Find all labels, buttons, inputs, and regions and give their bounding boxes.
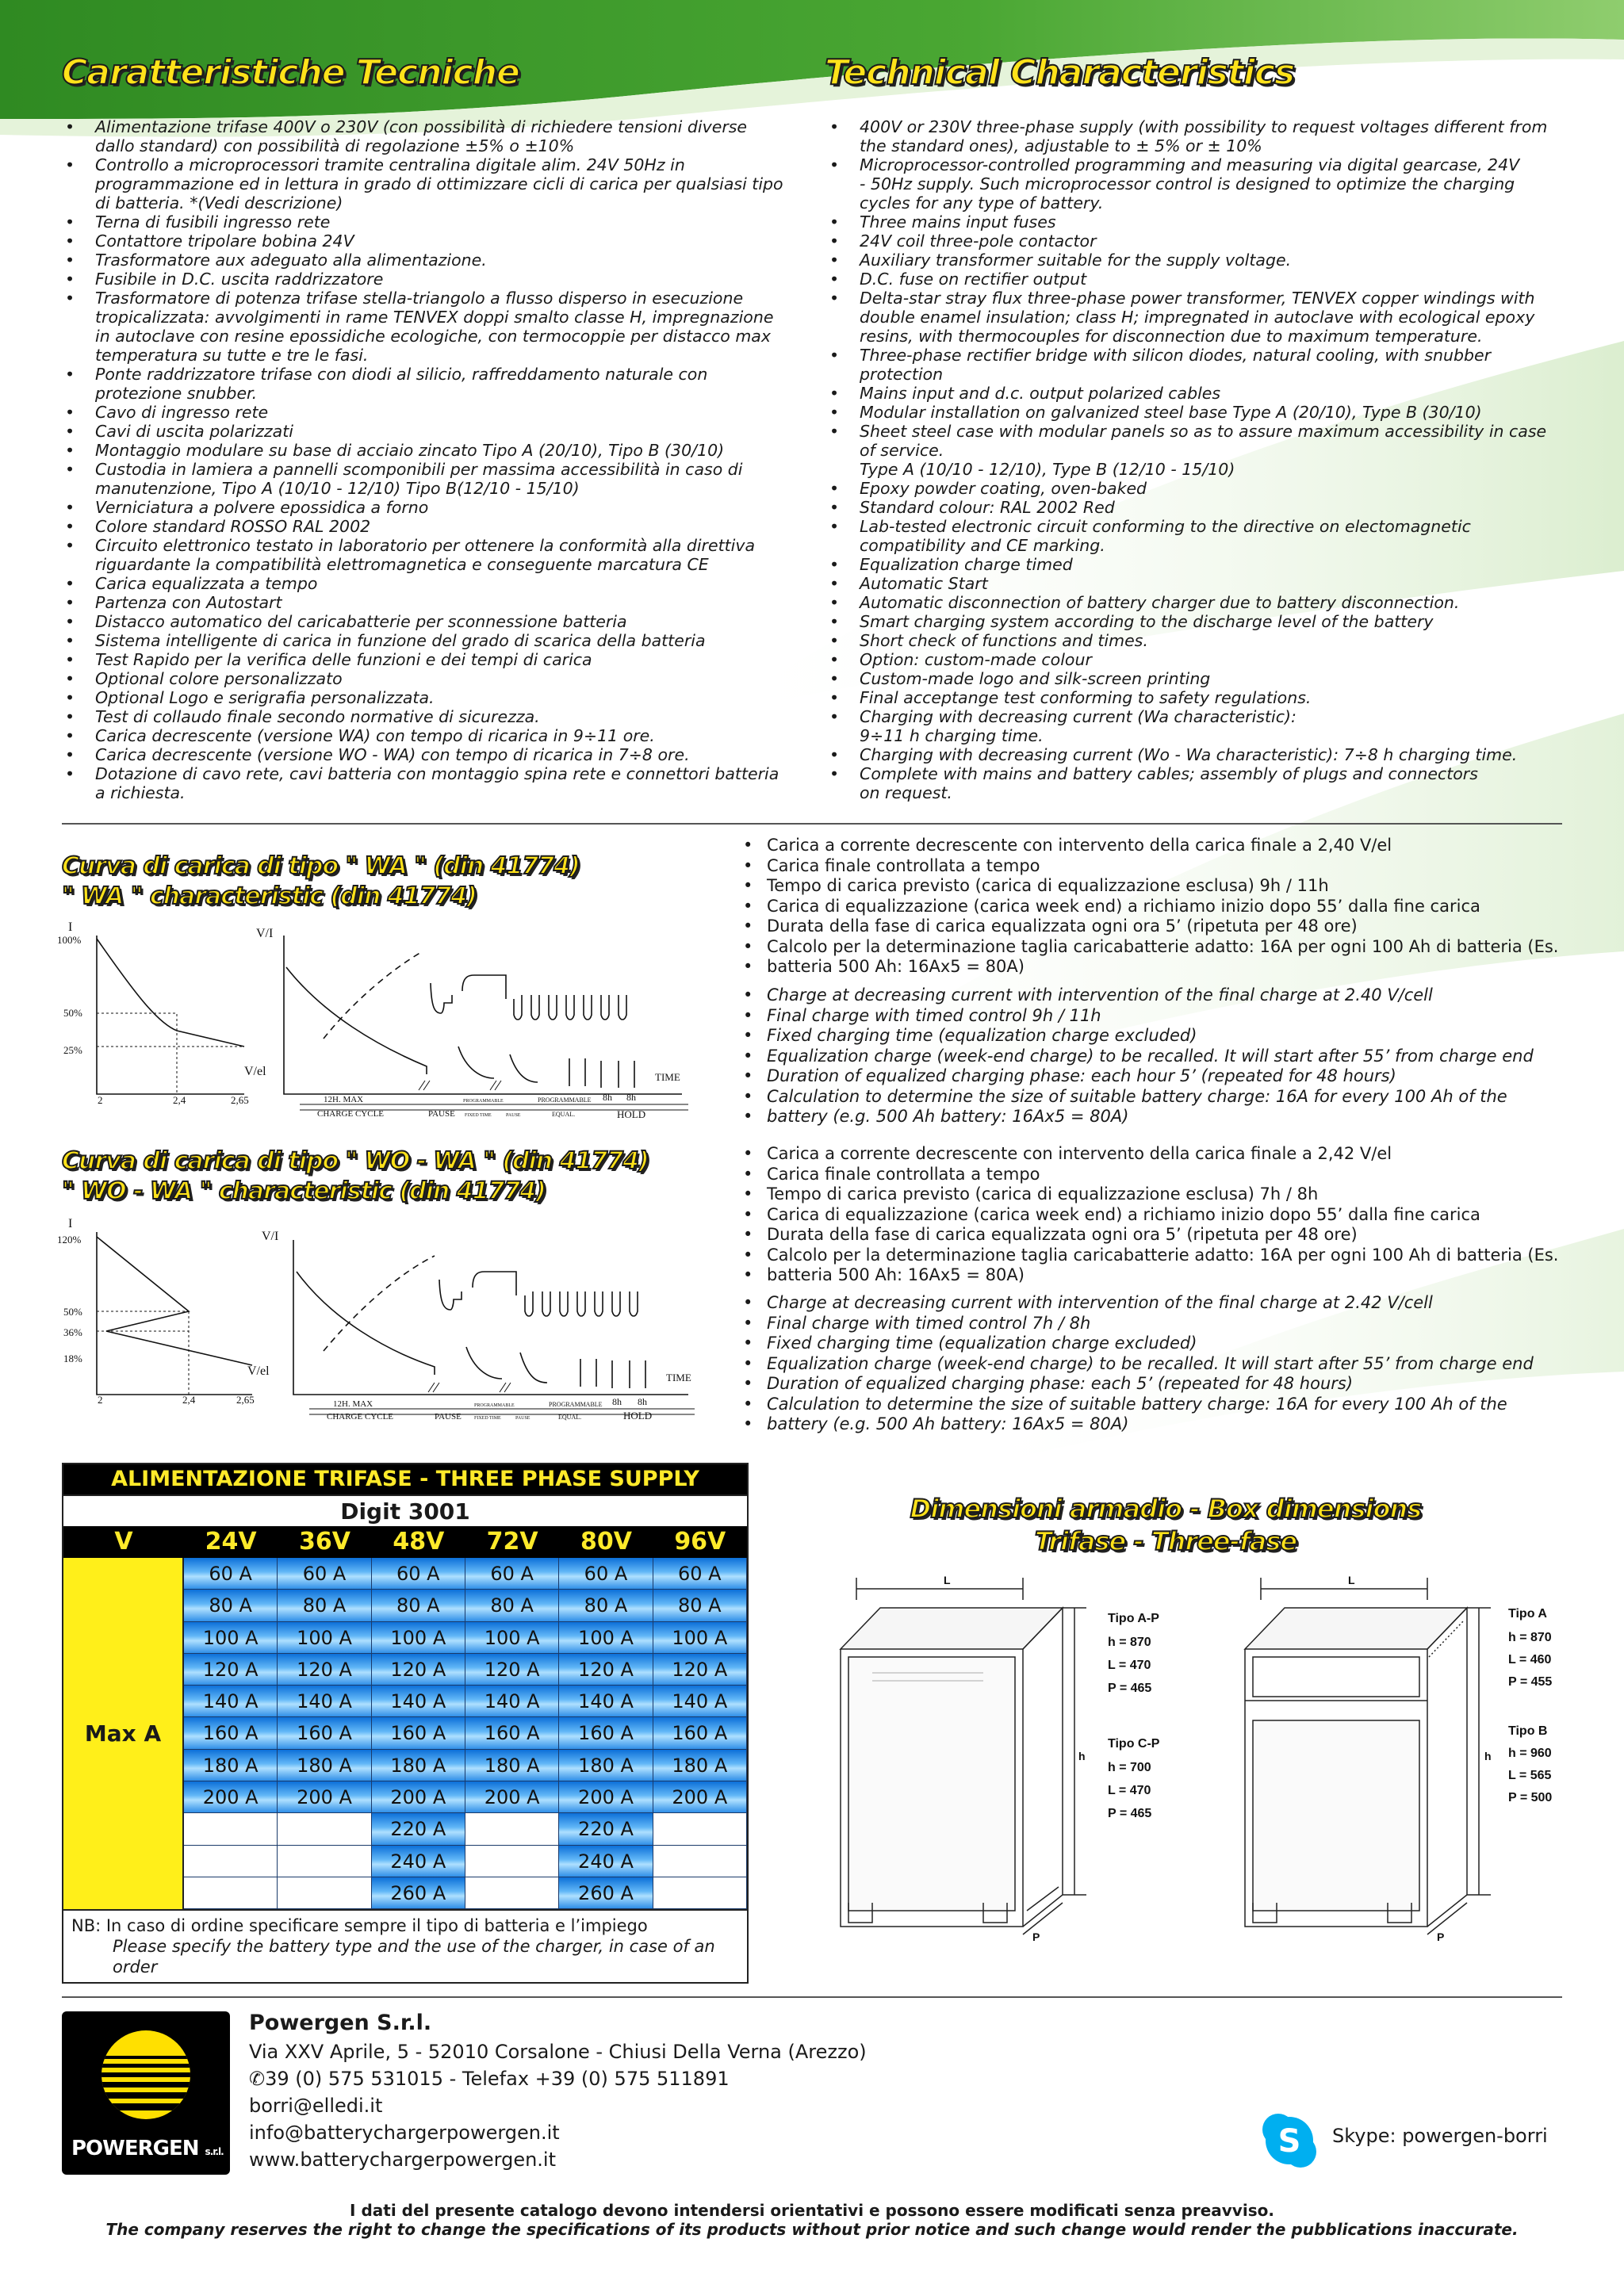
- supply-table: [62, 1463, 749, 1984]
- wowa-vel: V/el: [247, 1364, 270, 1378]
- table-note: [63, 1909, 747, 1982]
- current-cell: [184, 1813, 278, 1845]
- current-cell: 180 A: [278, 1750, 371, 1781]
- wa-x2: 2,4: [173, 1094, 186, 1106]
- list-item: • Custodia in lamiera a pannelli scomponibili per massima accessibilità in caso di: [62, 460, 807, 479]
- wowa-p1: 120%: [57, 1234, 82, 1246]
- wa-list-it: [741, 836, 1562, 978]
- wowa-p3: 36%: [63, 1326, 82, 1338]
- logo-text: POWERGEN: [71, 2137, 199, 2160]
- current-cell: 60 A: [278, 1558, 371, 1590]
- powergen-logo: [62, 2011, 230, 2175]
- current-cell: 100 A: [184, 1622, 278, 1654]
- wowa-i-label: I: [68, 1217, 73, 1230]
- wowa-8h-b: 8h: [638, 1396, 647, 1407]
- table-row: [184, 1846, 747, 1877]
- list-item: • Sistema intelligente di carica in funzione del grado di scarica della batteria: [62, 631, 807, 650]
- list-item: • Circuito elettronico testato in laboratorio per ottenere la conformità alla direttiva: [62, 536, 807, 555]
- wa-title-it: Curva di carica di tipo " WA " (din 41774): [62, 852, 580, 880]
- current-cell: 260 A: [559, 1877, 653, 1909]
- current-cell: 120 A: [184, 1654, 278, 1686]
- current-cell: 80 A: [184, 1590, 278, 1621]
- list-item: dallo standard) con possibilità di regolazione ±5% o ±10%: [95, 136, 575, 155]
- current-cell: [278, 1846, 371, 1877]
- current-cell: 200 A: [653, 1781, 747, 1813]
- current-cell: [653, 1813, 747, 1845]
- list-item: 9÷11 h charging time.: [860, 726, 1044, 745]
- disclaimer-en: The company reserves the right to change the specifications of its products without prior notice and such change would render the pubblications inaccurate.: [105, 2220, 1519, 2239]
- voltage-header: 48V: [393, 1528, 445, 1556]
- voltage-label: V: [114, 1528, 133, 1556]
- list-item: • Partenza con Autostart: [62, 593, 807, 612]
- table-row: [184, 1750, 747, 1781]
- wowa-hold: HOLD: [623, 1410, 653, 1422]
- list-item: • Carica equalizzata a tempo: [62, 574, 807, 593]
- list-item: • Standard colour: RAL 2002 Red: [826, 498, 1572, 517]
- list-item: • Test di collaudo finale secondo normative di sicurezza.: [62, 707, 807, 726]
- current-cell: 80 A: [372, 1590, 465, 1621]
- current-cell: [653, 1877, 747, 1909]
- current-cell: 80 A: [278, 1590, 371, 1621]
- current-cell: 260 A: [372, 1877, 465, 1909]
- wowa-equal: EQUAL.: [558, 1414, 582, 1421]
- list-item: • Three-phase rectifier bridge with silicon diodes, natural cooling, with snubber: [826, 346, 1572, 365]
- table-row: [184, 1813, 747, 1845]
- current-cell: 60 A: [372, 1558, 465, 1590]
- title-en: Technical Characteristics: [825, 52, 1295, 93]
- current-cell: [184, 1846, 278, 1877]
- current-cell: [184, 1877, 278, 1909]
- wa-list-en: [741, 985, 1562, 1127]
- current-cell: 180 A: [559, 1750, 653, 1781]
- list-item: • Epoxy powder coating, oven-baked: [826, 479, 1572, 498]
- current-cell: 100 A: [653, 1622, 747, 1654]
- current-cell: 140 A: [653, 1686, 747, 1717]
- wa-chart: [57, 920, 696, 1130]
- table-header: ALIMENTAZIONE TRIFASE - THREE PHASE SUPPLY: [63, 1464, 747, 1494]
- list-item: Type A (10/10 - 12/10), Type B (12/10 - 15/10): [860, 460, 1235, 479]
- current-cell: 120 A: [653, 1654, 747, 1686]
- company-name: Powergen S.r.l.: [249, 2011, 432, 2035]
- list-item: • Calculation to determine the size of suitable battery charge: 16A for every 100 Ah of the: [741, 1087, 1562, 1108]
- current-cell: 100 A: [465, 1622, 559, 1654]
- wowa-title-it: Curva di carica di tipo " WO - WA " (din 41774): [62, 1147, 649, 1175]
- company-address: Via XXV Aprile, 5 - 52010 Corsalone - Chiusi Della Verna (Arezzo): [249, 2041, 867, 2063]
- current-cell: [465, 1877, 559, 1909]
- list-item: tropicalizzata: avvolgimenti in rame TENVEX doppi smalto classe H, impregnazione: [95, 308, 774, 327]
- list-item: • Lab-tested electronic circuit conforming to the directive on electomagnetic: [826, 517, 1572, 536]
- spec-list-en: [826, 117, 1572, 802]
- current-cell: 220 A: [559, 1813, 653, 1845]
- table-row: [184, 1590, 747, 1621]
- list-item: • Short check of functions and times.: [826, 631, 1572, 650]
- current-cell: 100 A: [559, 1622, 653, 1654]
- list-item: of service.: [860, 441, 944, 460]
- current-cell: 220 A: [372, 1813, 465, 1845]
- box-right-0-name: Tipo A: [1508, 1607, 1547, 1621]
- list-item: • Terna di fusibili ingresso rete: [62, 212, 807, 232]
- dim-l-left: L: [944, 1574, 951, 1586]
- list-item: • Microprocessor-controlled programming and measuring via digital gearcase, 24V: [826, 155, 1572, 174]
- list-item: • Carica di equalizzazione (carica week end) a richiamo inizio dopo 55’ dalla fine carica: [741, 897, 1562, 917]
- current-cell: 80 A: [465, 1590, 559, 1621]
- list-item: • Custom-made logo and silk-screen printing: [826, 669, 1572, 688]
- list-item: • Final acceptange test conforming to safety regulations.: [826, 688, 1572, 707]
- current-cell: 240 A: [559, 1846, 653, 1877]
- table-row: [184, 1622, 747, 1654]
- current-cell: 180 A: [465, 1750, 559, 1781]
- list-item: • battery (e.g. 500 Ah battery: 16Ax5 = 80A): [741, 1107, 1562, 1127]
- wa-i-label: I: [68, 920, 73, 934]
- voltage-header: 72V: [486, 1528, 538, 1556]
- current-cell: 200 A: [184, 1781, 278, 1813]
- current-cell: 200 A: [465, 1781, 559, 1813]
- list-item: • Trasformatore di potenza trifase stella-triangolo a flusso disperso in esecuzione: [62, 289, 807, 308]
- list-item: • Cavi di uscita polarizzati: [62, 422, 807, 441]
- current-cell: 240 A: [372, 1846, 465, 1877]
- current-cell: 60 A: [653, 1558, 747, 1590]
- dim-l-right: L: [1348, 1574, 1355, 1586]
- current-cell: 60 A: [184, 1558, 278, 1590]
- list-item: • Trasformatore aux adeguato alla alimentazione.: [62, 251, 807, 270]
- title-it: Caratteristiche Tecniche: [62, 52, 519, 93]
- wa-vi-label: V/I: [256, 927, 274, 940]
- note-it: NB: In caso di ordine specificare sempre il tipo di batteria e l’impiego: [71, 1916, 648, 1936]
- current-cell: 160 A: [465, 1717, 559, 1749]
- max-a-label: Max A: [63, 1558, 184, 1909]
- box-left-0-p: P = 465: [1108, 1682, 1152, 1695]
- list-item: manutenzione, Tipo A (10/10 - 12/10) Tipo B(12/10 - 15/10): [95, 479, 580, 498]
- box-right-0-l: L = 460: [1508, 1653, 1552, 1667]
- list-item: • Modular installation on galvanized steel base Type A (20/10), Type B (30/10): [826, 403, 1572, 422]
- list-item: • Carica finale controllata a tempo: [741, 1165, 1562, 1185]
- footer-divider: [62, 1996, 1562, 1998]
- box-left-1-name: Tipo C-P: [1108, 1737, 1160, 1751]
- list-item: • Auxiliary transformer suitable for the supply voltage.: [826, 251, 1572, 270]
- wowa-p2: 50%: [63, 1306, 82, 1318]
- wowa-title-en: " WO - WA " characteristic (din 41774): [62, 1177, 546, 1205]
- wowa-pause2: PAUSE: [515, 1416, 530, 1421]
- current-cell: 140 A: [184, 1686, 278, 1717]
- wa-vel: V/el: [244, 1065, 266, 1078]
- note-en: Please specify the battery type and the use of the charger, in case of an order: [113, 1937, 715, 1977]
- list-item: • Alimentazione trifase 400V o 230V (con possibilità di richiedere tensioni diverse: [62, 117, 807, 136]
- voltage-header: 24V: [205, 1528, 257, 1556]
- divider: [62, 823, 1562, 825]
- list-item: • Complete with mains and battery cables; assembly of plugs and connectors: [826, 764, 1572, 783]
- current-cell: [465, 1846, 559, 1877]
- current-cell: [465, 1813, 559, 1845]
- table-row: [184, 1781, 747, 1813]
- list-item: • Test Rapido per la verifica delle funzioni e dei tempi di carica: [62, 650, 807, 669]
- company-phone: 39 (0) 575 531015 - Telefax +39 (0) 575 511891: [265, 2068, 730, 2090]
- list-item: • Carica a corrente decrescente con intervento della carica finale a 2,40 V/el: [741, 836, 1562, 856]
- wowa-p4: 18%: [63, 1353, 82, 1364]
- current-cell: 140 A: [559, 1686, 653, 1717]
- list-item: • Distacco automatico del caricabatterie per sconnessione batteria: [62, 612, 807, 631]
- email-2[interactable]: info@batterychargerpowergen.it: [249, 2122, 560, 2144]
- list-item: the standard ones), adjustable to ± 5% or ± 10%: [860, 136, 1262, 155]
- phone-icon: ✆: [249, 2068, 266, 2090]
- dim-p-right: P: [1437, 1931, 1445, 1943]
- current-cell: 60 A: [465, 1558, 559, 1590]
- list-item: • Tempo di carica previsto (carica di equalizzazione esclusa) 9h / 11h: [741, 876, 1562, 897]
- list-item: • Ponte raddrizzatore trifase con diodi al silicio, raffreddamento naturale con: [62, 365, 807, 384]
- current-cell: 180 A: [184, 1750, 278, 1781]
- list-item: • Automatic Start: [826, 574, 1572, 593]
- box-right-1-p: P = 500: [1508, 1791, 1553, 1804]
- list-item: • battery (e.g. 500 Ah battery: 16Ax5 = 80A): [741, 1414, 1562, 1435]
- wowa-cycle: CHARGE CYCLE: [327, 1412, 394, 1422]
- current-cell: 120 A: [559, 1654, 653, 1686]
- list-item: • Contattore tripolare bobina 24V: [62, 232, 807, 251]
- list-item: double enamel insulation; class H; impregnated in autoclave with ecological epoxy: [860, 308, 1535, 327]
- logo-srl: s.r.l.: [205, 2146, 224, 2157]
- wa-x3: 2,65: [231, 1094, 249, 1106]
- table-model: Digit 3001: [63, 1494, 747, 1526]
- list-item: • Carica a corrente decrescente con intervento della carica finale a 2,42 V/el: [741, 1144, 1562, 1165]
- list-item: protection: [860, 365, 944, 384]
- box-title-1: Dimensioni armadio - Box dimensions: [910, 1494, 1422, 1524]
- list-item: • Option: custom-made colour: [826, 650, 1572, 669]
- list-item: di batteria. *(Vedi descrizione): [95, 193, 343, 212]
- wa-p2: 50%: [63, 1007, 82, 1019]
- list-item: resins, with thermocouples for disconnection due to maximum temperature.: [860, 327, 1483, 346]
- list-item: • Calcolo per la determinazione taglia caricabatterie adatto: 16A per ogni 100 Ah di batteria (Es.: [741, 1246, 1562, 1266]
- table-row: [184, 1654, 747, 1686]
- current-cell: 120 A: [278, 1654, 371, 1686]
- wowa-x1: 2: [98, 1394, 103, 1406]
- box-right-1-l: L = 565: [1508, 1769, 1552, 1782]
- wa-title-en: " WA " characteristic (din 41774): [62, 882, 477, 910]
- list-item: • batteria 500 Ah: 16Ax5 = 80A): [741, 957, 1562, 978]
- wowa-12h: 12H. MAX: [333, 1399, 373, 1409]
- list-item: • Equalization charge (week-end charge) to be recalled. It will start after 55’ from charge end: [741, 1354, 1562, 1375]
- current-cell: [278, 1813, 371, 1845]
- current-cell: 80 A: [559, 1590, 653, 1621]
- table-row: [184, 1686, 747, 1717]
- wa-8h-a: 8h: [603, 1092, 612, 1103]
- wa-8h-b: 8h: [626, 1092, 636, 1103]
- list-item: • 400V or 230V three-phase supply (with possibility to request voltages different from: [826, 117, 1572, 136]
- table-row: [184, 1877, 747, 1909]
- voltage-header: 36V: [299, 1528, 350, 1556]
- list-item: • Sheet steel case with modular panels so as to assure maximum accessibility in case: [826, 422, 1572, 441]
- list-item: • Smart charging system according to the discharge level of the battery: [826, 612, 1572, 631]
- current-cell: 140 A: [465, 1686, 559, 1717]
- wowa-list-it: [741, 1144, 1562, 1286]
- list-item: • Final charge with timed control 7h / 8h: [741, 1314, 1562, 1334]
- list-item: • Duration of equalized charging phase: each 5’ (repeated for 48 hours): [741, 1374, 1562, 1395]
- current-cell: 160 A: [653, 1717, 747, 1749]
- box-left-0-h: h = 870: [1108, 1636, 1151, 1649]
- svg-text:S: S: [1277, 2123, 1301, 2160]
- wa-fixed: FIXED TIME: [465, 1113, 492, 1118]
- wowa-x2: 2,4: [182, 1394, 196, 1406]
- wa-pause2: PAUSE: [506, 1113, 521, 1118]
- list-item: protezione snubber.: [95, 384, 258, 403]
- current-cell: 200 A: [372, 1781, 465, 1813]
- box-left-1-l: L = 470: [1108, 1784, 1151, 1797]
- list-item: • Cavo di ingresso rete: [62, 403, 807, 422]
- wowa-vi-label: V/I: [262, 1230, 279, 1243]
- list-item: • Calcolo per la determinazione taglia caricabatterie adatto: 16A per ogni 100 Ah di batteria (Es.: [741, 937, 1562, 958]
- list-item: • Carica finale controllata a tempo: [741, 856, 1562, 877]
- box-right-1-name: Tipo B: [1508, 1724, 1548, 1738]
- current-grid: [184, 1558, 747, 1909]
- current-cell: 160 A: [559, 1717, 653, 1749]
- wowa-8h-a: 8h: [612, 1396, 622, 1407]
- list-item: on request.: [860, 783, 952, 802]
- wa-pause: PAUSE: [428, 1109, 455, 1119]
- current-cell: 180 A: [372, 1750, 465, 1781]
- wowa-time: TIME: [666, 1372, 691, 1383]
- box-title-2: Trifase - Three-fase: [1034, 1526, 1297, 1556]
- list-item: • Dotazione di cavo rete, cavi batteria con montaggio spina rete e connettori batteria: [62, 764, 807, 783]
- list-item: in autoclave con resine epossidiche ecologiche, con termocoppie per distacco max: [95, 327, 771, 346]
- current-cell: 60 A: [559, 1558, 653, 1590]
- box-right-0-p: P = 455: [1508, 1675, 1553, 1689]
- list-item: - 50Hz supply. Such microprocessor control is designed to optimize the charging: [860, 174, 1515, 193]
- wowa-prog1: PROGRAMMABLE: [474, 1403, 515, 1408]
- list-item: • Mains input and d.c. output polarized cables: [826, 384, 1572, 403]
- wowa-fixed: FIXED TIME: [474, 1416, 501, 1421]
- list-item: • Equalization charge timed: [826, 555, 1572, 574]
- box-left-0-name: Tipo A-P: [1108, 1612, 1159, 1625]
- wa-hold: HOLD: [617, 1108, 646, 1120]
- list-item: • Durata della fase di carica equalizzata ogni ora 5’ (ripetuta per 48 ore): [741, 916, 1562, 937]
- list-item: • Optional Logo e serigrafia personalizzata.: [62, 688, 807, 707]
- disclaimer-it: I dati del presente catalogo devono intendersi orientativi e possono essere modificati senza preavviso.: [350, 2201, 1274, 2220]
- skype-id[interactable]: Skype: powergen-borri: [1332, 2125, 1548, 2147]
- list-item: • batteria 500 Ah: 16Ax5 = 80A): [741, 1265, 1562, 1286]
- box-left-1-h: h = 700: [1108, 1761, 1151, 1774]
- list-item: • Charging with decreasing current (Wa characteristic):: [826, 707, 1572, 726]
- current-cell: 200 A: [559, 1781, 653, 1813]
- list-item: • Fixed charging time (equalization charge excluded): [741, 1026, 1562, 1047]
- list-item: riguardante la compatibilità elettromagnetica e conseguente marcatura CE: [95, 555, 709, 574]
- current-cell: [653, 1846, 747, 1877]
- list-item: compatibility and CE marking.: [860, 536, 1105, 555]
- list-item: • Carica di equalizzazione (carica week end) a richiamo inizio dopo 55’ dalla fine carica: [741, 1205, 1562, 1226]
- skype-icon[interactable]: [1259, 2110, 1320, 2171]
- table-row: [184, 1717, 747, 1749]
- list-item: • Montaggio modulare su base di acciaio zincato Tipo A (20/10), Tipo B (30/10): [62, 441, 807, 460]
- current-cell: 160 A: [372, 1717, 465, 1749]
- box-left-1-p: P = 465: [1108, 1807, 1152, 1820]
- wa-p1: 100%: [57, 934, 82, 946]
- wa-x1: 2: [98, 1094, 103, 1106]
- list-item: • D.C. fuse on rectifier output: [826, 270, 1572, 289]
- wa-time: TIME: [655, 1071, 680, 1083]
- current-cell: 160 A: [184, 1717, 278, 1749]
- list-item: • Colore standard ROSSO RAL 2002: [62, 517, 807, 536]
- wa-12h: 12H. MAX: [324, 1095, 364, 1104]
- dim-h-left: h: [1078, 1750, 1086, 1762]
- current-cell: 140 A: [372, 1686, 465, 1717]
- current-cell: 140 A: [278, 1686, 371, 1717]
- list-item: • 24V coil three-pole contactor: [826, 232, 1572, 251]
- current-cell: [278, 1877, 371, 1909]
- voltage-row: [63, 1526, 747, 1558]
- list-item: • Controllo a microprocessori tramite centralina digitale alim. 24V 50Hz in: [62, 155, 807, 174]
- list-item: • Fusibile in D.C. uscita raddrizzatore: [62, 270, 807, 289]
- current-cell: 100 A: [372, 1622, 465, 1654]
- list-item: • Equalization charge (week-end charge) to be recalled. It will start after 55’ from charge end: [741, 1047, 1562, 1067]
- list-item: • Carica decrescente (versione WA) con tempo di ricarica in 9÷11 ore.: [62, 726, 807, 745]
- list-item: a richiesta.: [95, 783, 186, 802]
- voltage-header: 96V: [674, 1528, 726, 1556]
- list-item: cycles for any type of battery.: [860, 193, 1104, 212]
- list-item: • Automatic disconnection of battery charger due to battery disconnection.: [826, 593, 1572, 612]
- wa-prog2: PROGRAMMABLE: [538, 1096, 592, 1104]
- list-item: • Tempo di carica previsto (carica di equalizzazione esclusa) 7h / 8h: [741, 1184, 1562, 1205]
- box-right-0-h: h = 870: [1508, 1631, 1552, 1644]
- list-item: programmazione ed in lettura in grado di ottimizzare cicli di carica per qualsiasi tipo: [95, 174, 783, 193]
- dim-h-right: h: [1484, 1750, 1492, 1762]
- list-item: • Delta-star stray flux three-phase power transformer, TENVEX copper windings with: [826, 289, 1572, 308]
- list-item: temperatura su tutte e tre le fasi.: [95, 346, 369, 365]
- box-left-0-l: L = 470: [1108, 1659, 1151, 1672]
- list-item: • Fixed charging time (equalization charge excluded): [741, 1334, 1562, 1354]
- spec-list-it: [62, 117, 807, 802]
- wowa-x3: 2,65: [236, 1394, 255, 1406]
- list-item: • Calculation to determine the size of suitable battery charge: 16A for every 100 Ah of the: [741, 1395, 1562, 1415]
- wowa-pause: PAUSE: [435, 1412, 462, 1422]
- list-item: • Duration of equalized charging phase: each hour 5’ (repeated for 48 hours): [741, 1066, 1562, 1087]
- box-right-1-h: h = 960: [1508, 1747, 1552, 1760]
- website-link[interactable]: www.batterychargerpowergen.it: [249, 2149, 557, 2171]
- list-item: • Durata della fase di carica equalizzata ogni ora 5’ (ripetuta per 48 ore): [741, 1225, 1562, 1246]
- wa-equal: EQUAL.: [552, 1111, 576, 1118]
- email-1[interactable]: borri@elledi.it: [249, 2095, 383, 2117]
- wowa-list-en: [741, 1293, 1562, 1435]
- current-cell: 160 A: [278, 1717, 371, 1749]
- list-item: • Charge at decreasing current with intervention of the final charge at 2.42 V/cell: [741, 1293, 1562, 1314]
- current-cell: 200 A: [278, 1781, 371, 1813]
- current-cell: 80 A: [653, 1590, 747, 1621]
- list-item: • Final charge with timed control 9h / 11h: [741, 1006, 1562, 1027]
- voltage-header: 80V: [580, 1528, 632, 1556]
- wa-p3: 25%: [63, 1044, 82, 1056]
- current-cell: 100 A: [278, 1622, 371, 1654]
- list-item: • Three mains input fuses: [826, 212, 1572, 232]
- wowa-prog2: PROGRAMMABLE: [549, 1401, 603, 1408]
- wa-prog1: PROGRAMMABLE: [463, 1099, 504, 1104]
- dim-p-left: P: [1032, 1931, 1040, 1943]
- wa-cycle: CHARGE CYCLE: [317, 1109, 385, 1119]
- current-cell: 180 A: [653, 1750, 747, 1781]
- current-cell: 120 A: [465, 1654, 559, 1686]
- current-cell: 120 A: [372, 1654, 465, 1686]
- wowa-chart: [57, 1216, 696, 1426]
- box-drawings: [825, 1562, 1554, 1974]
- list-item: • Charge at decreasing current with intervention of the final charge at 2.40 V/cell: [741, 985, 1562, 1006]
- table-row: [184, 1558, 747, 1590]
- list-item: • Charging with decreasing current (Wo - Wa characteristic): 7÷8 h charging time.: [826, 745, 1572, 764]
- list-item: • Carica decrescente (versione WO - WA) con tempo di ricarica in 7÷8 ore.: [62, 745, 807, 764]
- list-item: • Verniciatura a polvere epossidica a forno: [62, 498, 807, 517]
- list-item: • Optional colore personalizzato: [62, 669, 807, 688]
